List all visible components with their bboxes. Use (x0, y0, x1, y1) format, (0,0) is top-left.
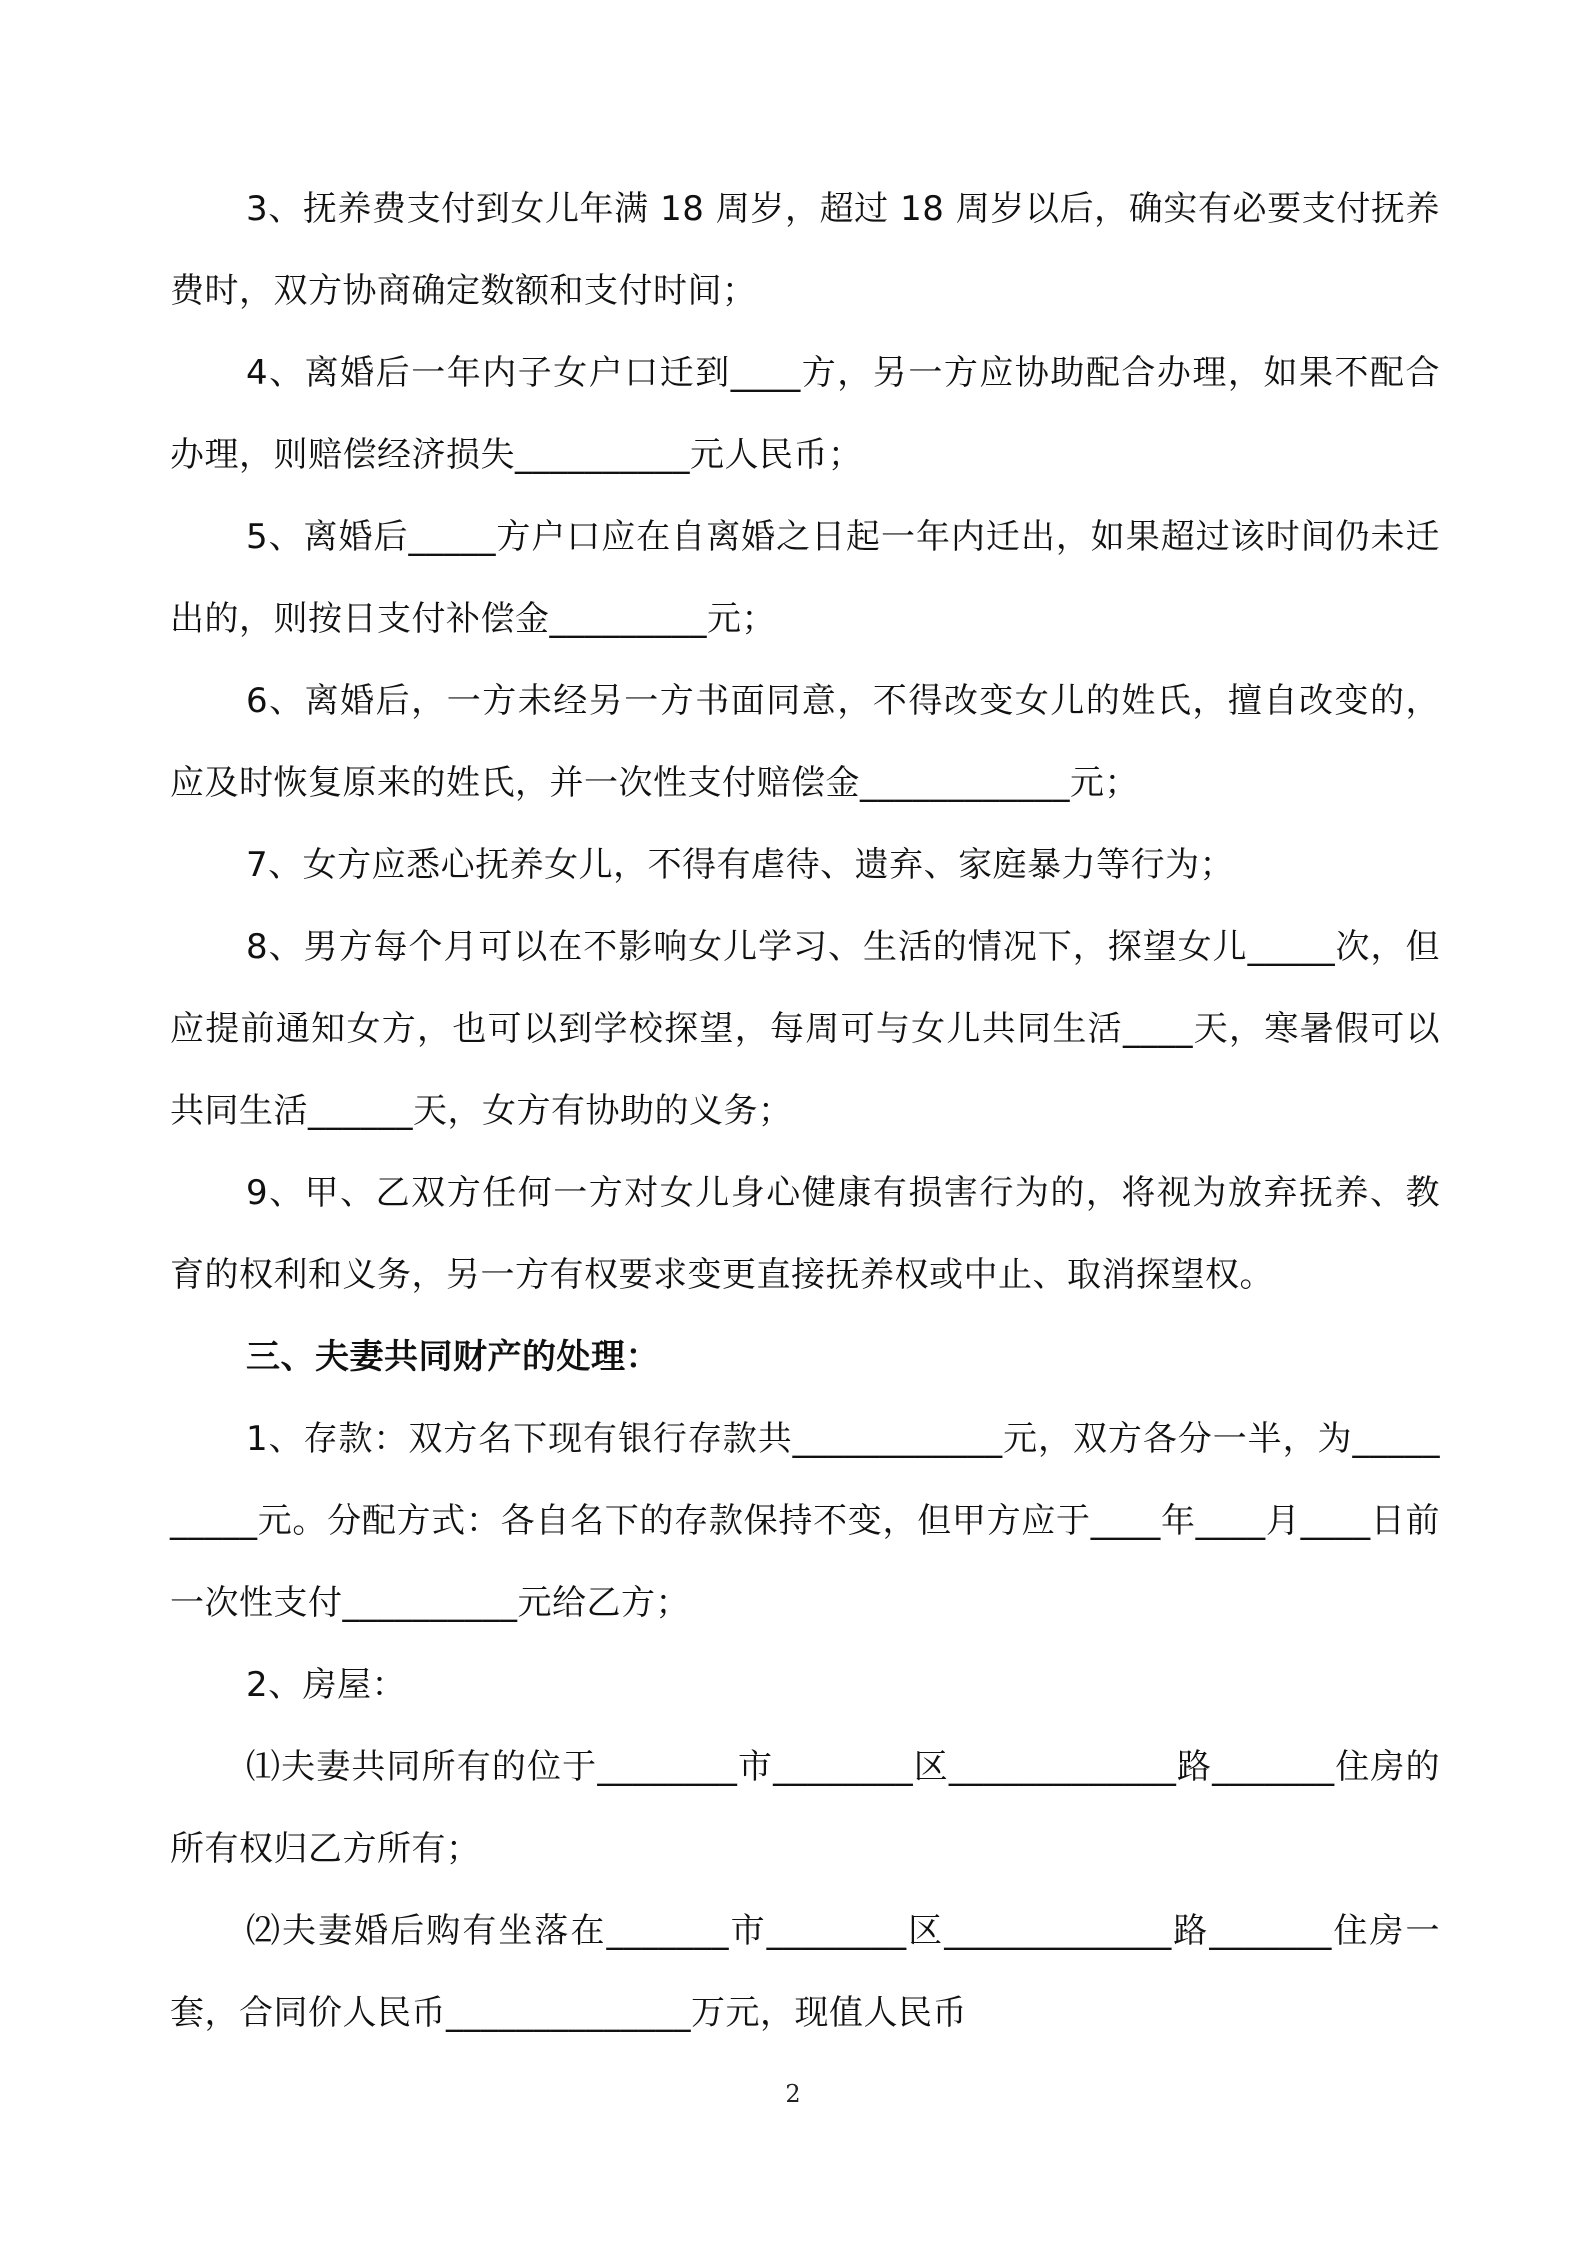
property-clause-2-item-2: ⑵夫妻婚后购有坐落在_______市________区_____________路_______住房一套，合同价人民币______________万元，现值人民币 (170, 1911, 1440, 2033)
clause-7-care-duty: 7、女方应悉心抚养女儿，不得有虐待、遗弃、家庭暴力等行为； (246, 845, 1235, 885)
section-3-heading: 三、夫妻共同财产的处理： (246, 1337, 660, 1377)
property-clause-2-housing: 2、房屋： (246, 1665, 407, 1705)
page-number: 2 (785, 2080, 801, 2108)
property-clause-1-deposits: 1、存款：双方名下现有银行存款共____________元，双方各分一半，为__________元。分配方式：各自名下的存款保持不变，但甲方应于____年____月____日前一次性支付__________元给乙方； (170, 1419, 1440, 1623)
clause-8-visitation: 8、男方每个月可以在不影响女儿学习、生活的情况下，探望女儿_____次，但应提前通知女方，也可以到学校探望，每周可与女儿共同生活____天，寒暑假可以共同生活______天，女方有协助的义务； (170, 927, 1440, 1131)
clause-4-household-registration: 4、离婚后一年内子女户口迁到____方，另一方应协助配合办理，如果不配合办理，则赔偿经济损失__________元人民币； (170, 353, 1440, 475)
clause-6-surname: 6、离婚后，一方未经另一方书面同意，不得改变女儿的姓氏，擅自改变的，应及时恢复原来的姓氏，并一次性支付赔偿金____________元； (170, 681, 1440, 803)
document-body (170, 168, 1440, 2054)
clause-3-child-support-term: 3、抚养费支付到女儿年满 18 周岁，超过 18 周岁以后，确实有必要支付抚养费时，双方协商确定数额和支付时间； (170, 189, 1440, 311)
clause-9-harm: 9、甲、乙双方任何一方对女儿身心健康有损害行为的，将视为放弃抚养、教育的权利和义务，另一方有权要求变更直接抚养权或中止、取消探望权。 (170, 1173, 1440, 1295)
property-clause-2-item-1: ⑴夫妻共同所有的位于________市________区_____________路_______住房的所有权归乙方所有； (170, 1747, 1440, 1869)
clause-5-move-out: 5、离婚后_____方户口应在自离婚之日起一年内迁出，如果超过该时间仍未迁出的，则按日支付补偿金_________元； (170, 517, 1440, 639)
